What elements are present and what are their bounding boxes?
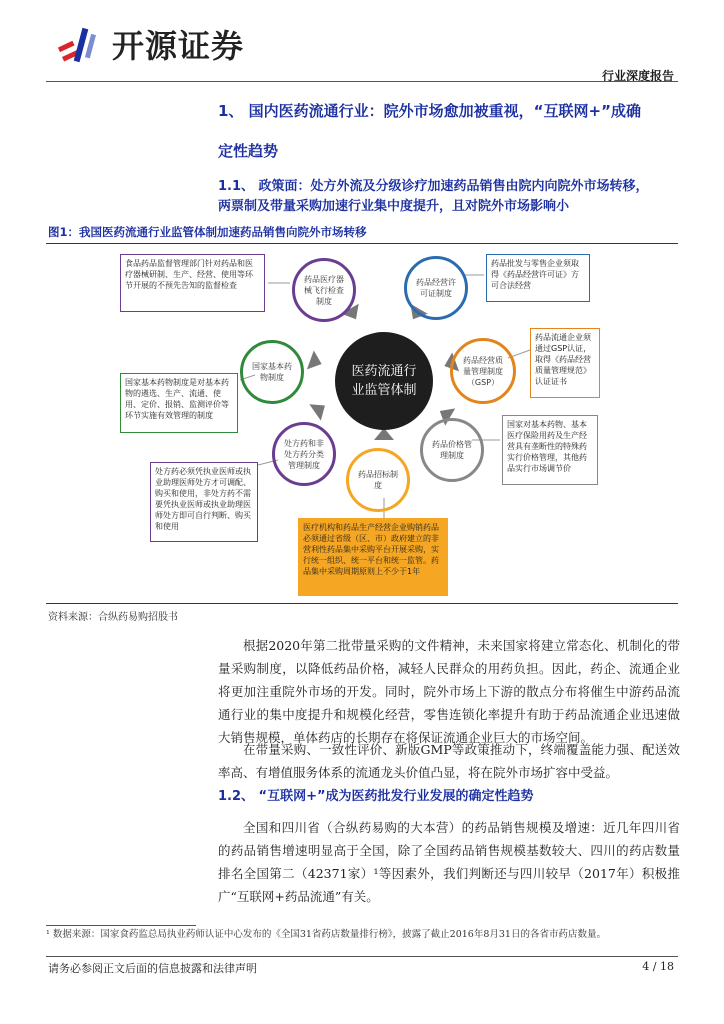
note-prescription: 处方药必须凭执业医师或执业助理医师处方才可调配、购买和使用，非处方药不需要凭执业医师或执业助理医师处方即可自行判断、购买和使用 — [150, 462, 258, 542]
report-type: 行业深度报告 — [601, 69, 674, 83]
note-procurement: 医疗机构和药品生产经营企业购销药品必须通过省级（区、市）政府建立的非营利性药品集中采购平台开展采购，实行统一组织、统一平台和统一监管。药品集中采购周期原则上不少于1年 — [298, 518, 448, 596]
regulatory-diagram — [120, 250, 600, 600]
node-device-inspection: 药品医疗器械飞行检查制度 — [292, 258, 356, 322]
logo — [54, 22, 244, 66]
footnote-rule — [46, 925, 196, 926]
logo-text: 开源证券 — [112, 27, 245, 65]
note-essential-drugs: 国家基本药物制度是对基本药物的遴选、生产、流通、使用、定价、报销、监测评价等环节实施有效管理的制度 — [120, 373, 238, 433]
paragraph-3: 全国和四川省（合纵药易购的大本营）的药品销售规模及增速：近几年四川省的药品销售增速明显高于全国，除了全国药品销售规模基数较大、四川的药店数量排名全国第二（42371家）¹等因素外，我们判断还与四川较早（2017年）积极推广“互联网+药品流通”有关。 — [218, 820, 680, 904]
node-price: 药品价格管理制度 — [420, 418, 484, 482]
note-price: 国家对基本药物、基本医疗保险用药及生产经营具有垄断性的特殊药实行价格管理，其他药品实行市场调节价 — [502, 415, 598, 485]
footer-divider — [46, 956, 678, 957]
logo-mark-icon — [54, 22, 104, 66]
node-license: 药品经营许可证制度 — [404, 256, 468, 320]
section-1-heading-line1: 1、 国内医药流通行业：院外市场愈加被重视，“互联网+”成确 — [218, 102, 641, 120]
section-1-1-heading-line1: 1.1、 政策面：处方外流及分级诊疗加速药品销售由院内向院外市场转移， — [218, 179, 649, 194]
note-gsp: 药品流通企业须通过GSP认证，取得《药品经营质量管理规范》认证证书 — [530, 328, 600, 398]
node-prescription: 处方药和非处方药分类管理制度 — [272, 422, 336, 486]
footer-disclaimer: 请务必参阅正文后面的信息披露和法律声明 — [48, 962, 257, 975]
note-device-inspection: 食品药品监督管理部门针对药品和医疗器械研制、生产、经营、使用等环节开展的不预先告知的监督检查 — [120, 254, 265, 312]
figure-bottom-rule — [46, 603, 678, 604]
node-gsp: 药品经营质量管理制度（GSP） — [450, 338, 516, 404]
header-divider — [46, 81, 678, 82]
footnote: ¹ 数据来源：国家食药监总局执业药师认证中心发布的《全国31省药店数量排行榜》，披露了截止2016年8月31日的各省市药店数量。 — [46, 929, 606, 940]
center-regulatory-system: 医药流通行业监管体制 — [335, 332, 433, 430]
node-procurement: 药品招标制度 — [346, 448, 410, 512]
figure-source: 资料来源：合纵药易购招股书 — [48, 612, 178, 623]
paragraph-1: 根据2020年第二批带量采购的文件精神，未来国家将建立常态化、机制化的带量采购制度，以降低药品价格，减轻人民群众的用药负担。因此，药企、流通企业将更加注重院外市场的开发。同时，院外市场上下游的散点分布将催生中游药品流通行业的集中度提升和规模化经营，零售连锁化率提升有助于药品流通企业迅速做大销售规模，单体药店的长期存在将保证流通企业巨大的市场空间。 — [218, 638, 680, 745]
section-1-2-heading: 1.2、 “互联网+”成为医药批发行业发展的确定性趋势 — [218, 789, 534, 804]
paragraph-2: 在带量采购、一致性评价、新版GMP等政策推动下，终端覆盖能力强、配送效率高、有增值服务体系的流通龙头价值凸显，将在院外市场扩容中受益。 — [218, 742, 680, 780]
page-number: 4 / 18 — [642, 960, 674, 973]
section-1-heading-line2: 定性趋势 — [218, 142, 279, 160]
note-license: 药品批发与零售企业须取得《药品经营许可证》方可合法经营 — [486, 254, 590, 302]
figure-title: 图1：我国医药流通行业监管体制加速药品销售向院外市场转移 — [48, 225, 367, 239]
figure-top-rule — [46, 243, 678, 244]
section-1-1-heading-line2: 两票制及带量采购加速行业集中度提升，且对院外市场影响小 — [218, 199, 570, 214]
node-essential-drugs: 国家基本药物制度 — [240, 340, 304, 404]
